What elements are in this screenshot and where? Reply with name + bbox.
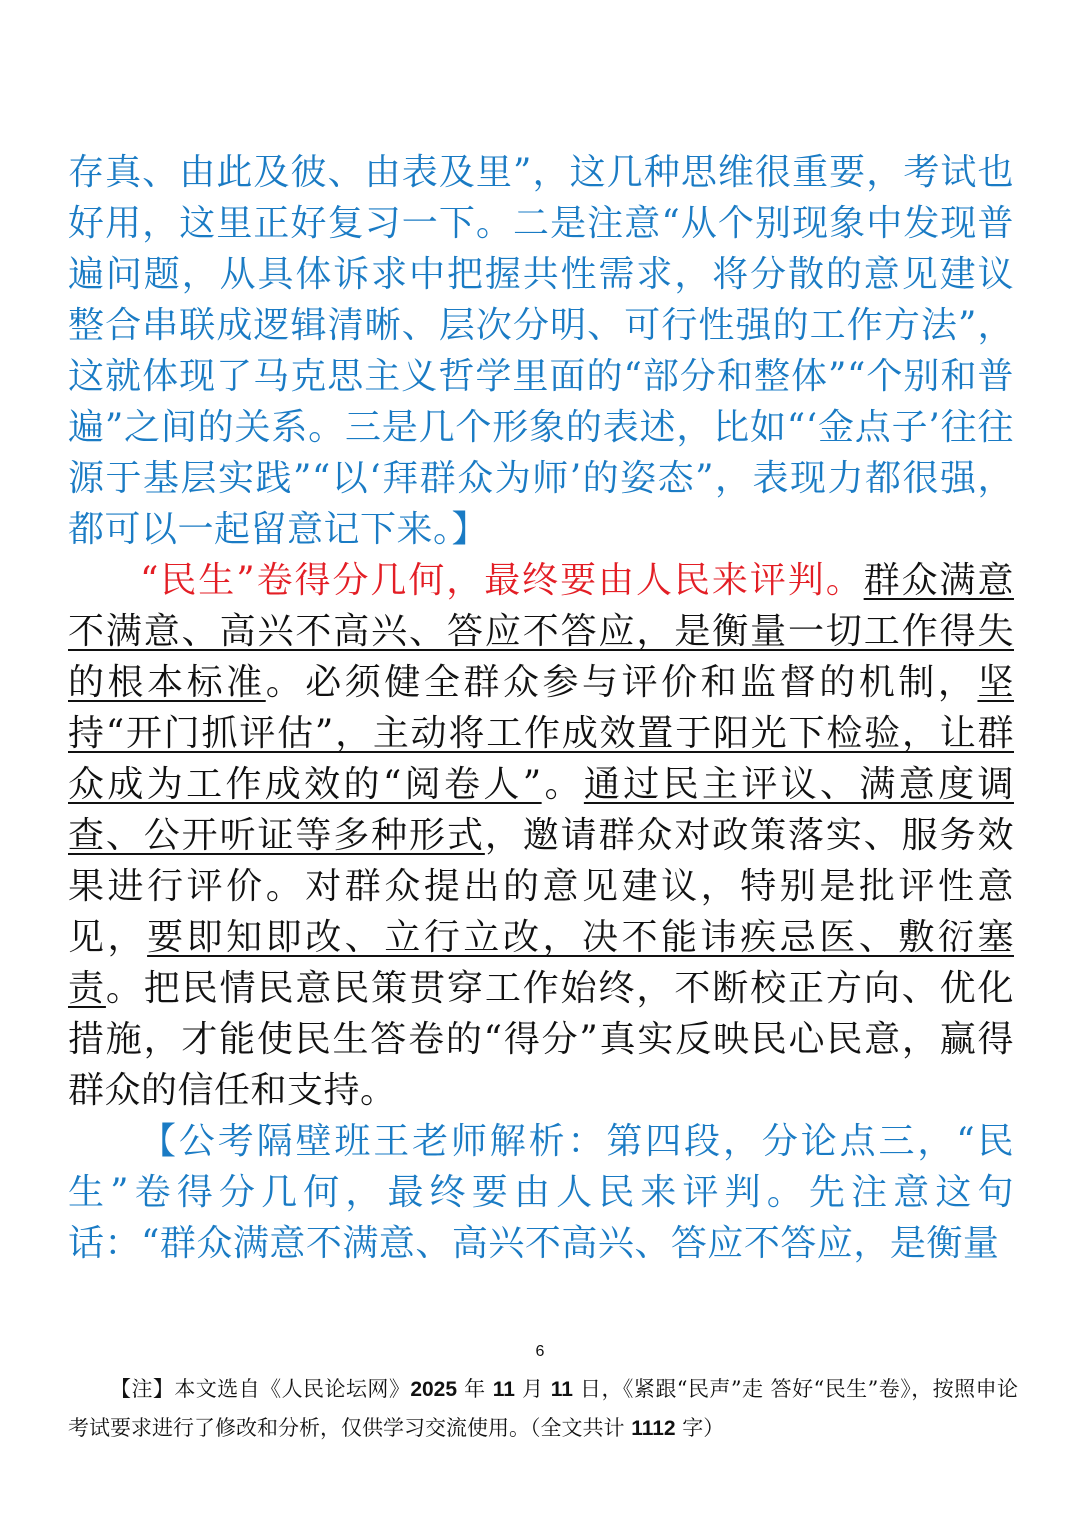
footnote-text: 【注】本文选自《人民论坛网》 [110,1377,411,1401]
sentence: 。 [541,764,584,805]
analysis-paragraph-continued: 存真、由此及彼、由表及里”，这几种思维很重要，考试也好用，这里正好复习一下。二是注意“从个别现象中发现普遍问题，从具体诉求中把握共性需求，将分散的意见建议整合串联成逻辑清晰、层次分明、可行性强的工作方法”，这就体现了马克思主义哲学里面的“部分和整体”“个别和普遍”之间的关系。三是几个形象的表述，比如“‘金点子’往往源于基层实践”“以‘拜群众为师’的姿态”，表现力都很强，都可以一起留意记下来。】 [68,152,1014,550]
footnote [68,1370,1018,1448]
footnote-text: 年 [457,1377,493,1401]
underlined-sentence: 坚持“开门抓评估”，主动将工作成效置于阳光下检验，让群众成为工作成效的“阅卷人” [68,662,1014,805]
footnote-text: 字） [675,1416,725,1440]
footnote-text: 日，《紧跟“民声”走 答好“民生”卷》，按照申论考试要求进行了修改和分析，仅供学习交流使用。（全文共计 [68,1377,1019,1440]
underlined-sentence: 要即知即改、立行立改，决不能讳疾忌医、敷衍塞责 [68,917,1014,1009]
sentence: 。必须健全群众参与评价和监督的机制， [265,662,978,703]
footnote-year: 2025 [410,1378,458,1401]
underlined-sentence: 群众满意不满意、高兴不高兴、答应不答应，是衡量一切工作得失的根本标准 [68,560,1014,703]
sentence: ，邀请群众对政策落实、服务效果进行评价。对群众提出的意见建议，特别是批评性意见， [68,815,1014,958]
footnote-month: 11 [492,1378,515,1401]
footnote-text: 月 [514,1377,551,1401]
subpoint-heading: “民生”卷得分几何，最终要由人民来评判。 [140,560,864,601]
analysis-paragraph: 【公考隔壁班王老师解析：第四段，分论点三，“民生”卷得分几何，最终要由人民来评判。先注意这句话：“群众满意不满意、高兴不高兴、答应不答应，是衡量 [68,1121,1014,1264]
footnote-day: 11 [550,1378,573,1401]
page-number: 6 [535,1343,545,1360]
article-paragraph [68,555,1014,1116]
underlined-sentence: 通过民主评议、满意度调查、公开听证等多种形式 [68,764,1014,856]
article-body [68,147,1014,1269]
footnote-word-count: 1112 [631,1417,676,1440]
sentence: 。把民情民意民策贯穿工作始终，不断校正方向、优化措施，才能使民生答卷的“得分”真实反映民心民意，赢得群众的信任和支持。 [68,968,1014,1111]
